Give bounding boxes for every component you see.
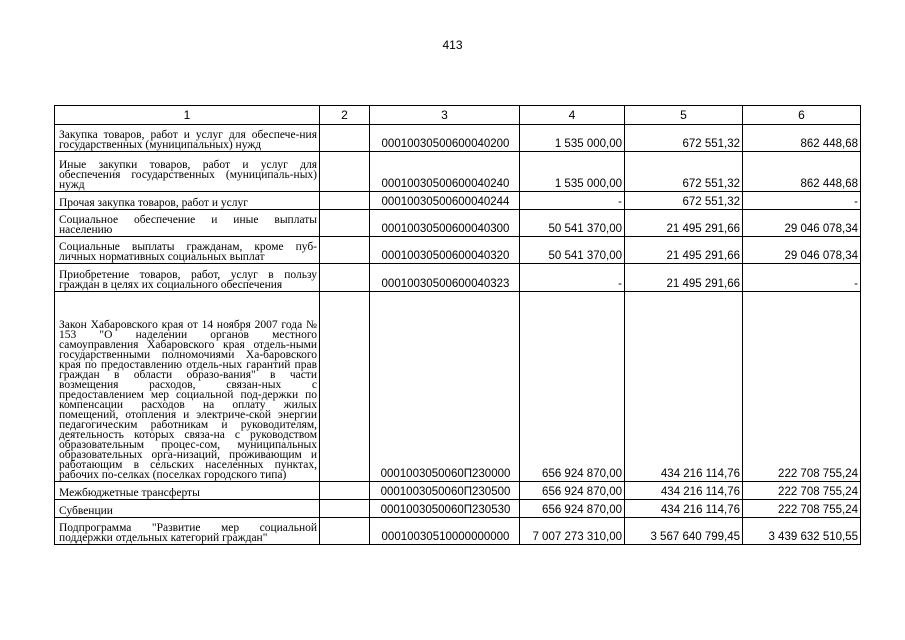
table-row <box>55 192 861 210</box>
row-col5: 672 551,32 <box>625 125 743 152</box>
row-col6: - <box>743 192 861 210</box>
row-col2 <box>320 192 370 210</box>
row-code: 0001003050060П230500 <box>370 482 520 500</box>
row-description: Иные закупки товаров, работ и услуг для обеспечения государственных (муниципаль-ных) нужд <box>55 152 320 192</box>
row-col4: 1 535 000,00 <box>520 125 625 152</box>
row-description: Подпрограмма "Развитие мер социальной поддержки отдельных категорий граждан" <box>55 518 320 545</box>
row-col5: 3 567 640 799,45 <box>625 518 743 545</box>
table-row <box>55 237 861 264</box>
row-col5: 434 216 114,76 <box>625 500 743 518</box>
row-col6: 29 046 078,34 <box>743 210 861 237</box>
row-description: Приобретение товаров, работ, услуг в пользу граждан в целях их социального обеспечения <box>55 264 320 292</box>
table-row <box>55 482 861 500</box>
row-code: 00010030500600040240 <box>370 152 520 192</box>
row-col5: 434 216 114,76 <box>625 482 743 500</box>
row-code: 00010030500600040300 <box>370 210 520 237</box>
row-code: 0001003050060П230000 <box>370 292 520 482</box>
budget-table <box>54 105 861 545</box>
row-col2 <box>320 237 370 264</box>
row-col4: 50 541 370,00 <box>520 210 625 237</box>
row-col4: 656 924 870,00 <box>520 292 625 482</box>
column-header-6: 6 <box>743 106 861 125</box>
row-col5: 21 495 291,66 <box>625 210 743 237</box>
row-code: 00010030510000000000 <box>370 518 520 545</box>
row-col4: 50 541 370,00 <box>520 237 625 264</box>
row-description: Межбюджетные трансферты <box>55 482 320 500</box>
page-number: 413 <box>442 38 463 52</box>
row-col2 <box>320 152 370 192</box>
row-code: 00010030500600040320 <box>370 237 520 264</box>
table-row <box>55 518 861 545</box>
table-row <box>55 500 861 518</box>
row-col2 <box>320 264 370 292</box>
row-description: Закон Хабаровского края от 14 ноября 2007 года № 153 "О наделении органов местного самоуправления Хабаровского края отдель-ными государственными полномочиями Ха-баровского края по предоставлению отдель-ных гарантий прав граждан в области образо-вания" в части возмещения расходов, связан-ных с предоставлением мер социальной под-держки по компенсации расходов на оплату жилых помещений, отопления и электриче-ской энергии педагогическим работникам и руководителям, деятельность которых связа-на с руководством образовательным процес-сом, муниципальных образовательных орга-низаций, проживающим и работающим в сельских населенных пунктах, рабочих по-селках (поселках городского типа) <box>55 292 320 482</box>
row-col5: 434 216 114,76 <box>625 292 743 482</box>
row-code: 0001003050060П230530 <box>370 500 520 518</box>
row-code: 00010030500600040323 <box>370 264 520 292</box>
row-col4: - <box>520 264 625 292</box>
row-col2 <box>320 500 370 518</box>
row-description: Социальное обеспечение и иные выплаты населению <box>55 210 320 237</box>
table-header-row <box>55 106 861 125</box>
row-code: 00010030500600040244 <box>370 192 520 210</box>
table-row <box>55 125 861 152</box>
row-col2 <box>320 210 370 237</box>
row-col6: 222 708 755,24 <box>743 482 861 500</box>
row-col5: 672 551,32 <box>625 152 743 192</box>
row-col6: 222 708 755,24 <box>743 500 861 518</box>
row-col6: 29 046 078,34 <box>743 237 861 264</box>
row-col5: 21 495 291,66 <box>625 237 743 264</box>
row-col5: 672 551,32 <box>625 192 743 210</box>
column-header-2: 2 <box>320 106 370 125</box>
column-header-5: 5 <box>625 106 743 125</box>
row-col6: 862 448,68 <box>743 125 861 152</box>
table-row <box>55 292 861 482</box>
row-col6: 3 439 632 510,55 <box>743 518 861 545</box>
row-description: Субвенции <box>55 500 320 518</box>
row-description: Прочая закупка товаров, работ и услуг <box>55 192 320 210</box>
table-row <box>55 152 861 192</box>
row-col2 <box>320 518 370 545</box>
column-header-4: 4 <box>520 106 625 125</box>
row-col2 <box>320 292 370 482</box>
row-col6: 222 708 755,24 <box>743 292 861 482</box>
row-col2 <box>320 125 370 152</box>
row-col4: 1 535 000,00 <box>520 152 625 192</box>
column-header-3: 3 <box>370 106 520 125</box>
table-row <box>55 210 861 237</box>
row-col2 <box>320 482 370 500</box>
table-row <box>55 264 861 292</box>
row-col4: 7 007 273 310,00 <box>520 518 625 545</box>
row-col6: - <box>743 264 861 292</box>
row-col4: - <box>520 192 625 210</box>
column-header-1: 1 <box>55 106 320 125</box>
row-col4: 656 924 870,00 <box>520 482 625 500</box>
row-col5: 21 495 291,66 <box>625 264 743 292</box>
row-col4: 656 924 870,00 <box>520 500 625 518</box>
row-code: 00010030500600040200 <box>370 125 520 152</box>
row-description: Социальные выплаты гражданам, кроме пуб-личных нормативных социальных выплат <box>55 237 320 264</box>
row-col6: 862 448,68 <box>743 152 861 192</box>
row-description: Закупка товаров, работ и услуг для обеспече-ния государственных (муниципальных) нужд <box>55 125 320 152</box>
